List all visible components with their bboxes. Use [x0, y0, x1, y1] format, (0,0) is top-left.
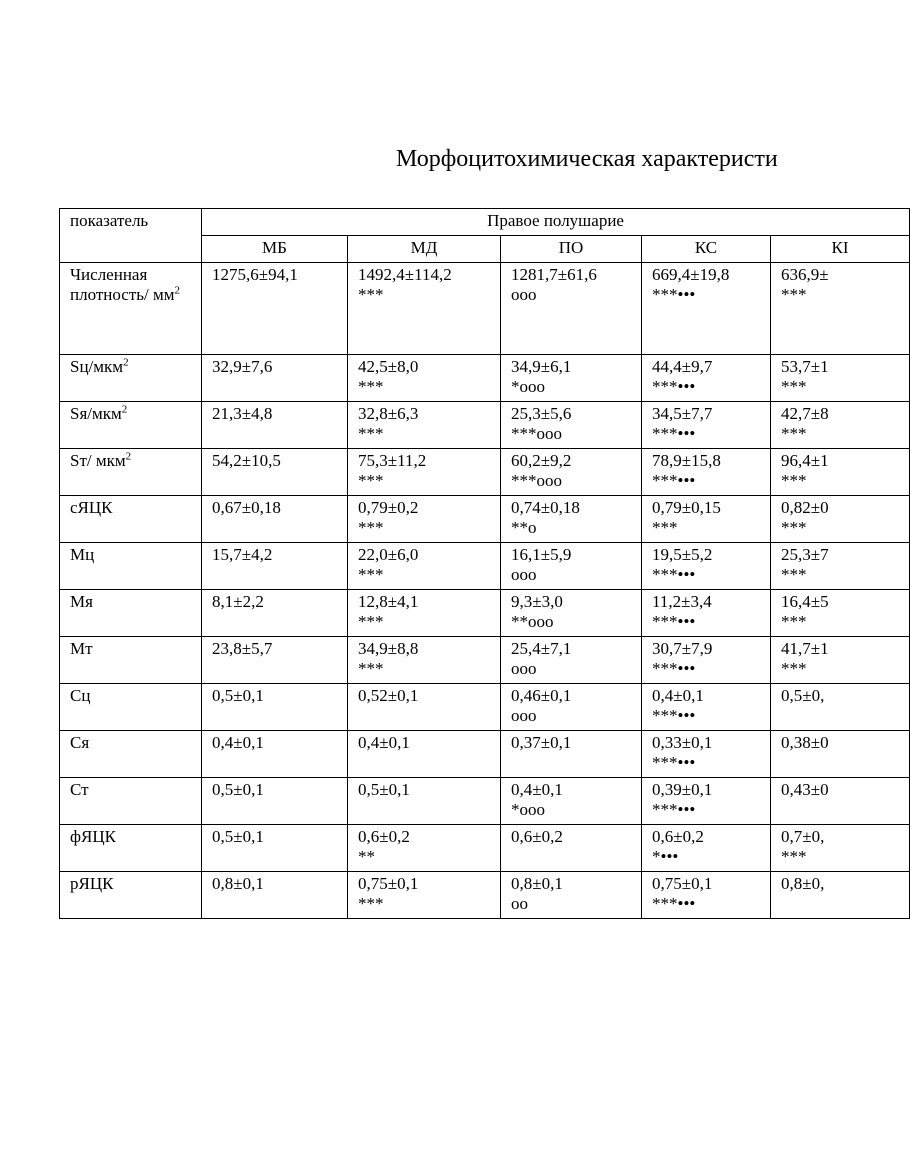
row-label-cell: [60, 637, 202, 684]
cell-value: 0,38±0: [781, 733, 829, 752]
cell-value: 42,5±8,0: [358, 357, 419, 376]
value-cell: [501, 355, 642, 402]
cell-value: 0,43±0: [781, 780, 829, 799]
cell-value: 32,8±6,3: [358, 404, 419, 423]
row-label: рЯЦК: [70, 874, 114, 893]
value-cell: [501, 778, 642, 825]
row-label: Мт: [70, 639, 93, 658]
value-cell: [771, 496, 910, 543]
value-cell: [202, 590, 348, 637]
row-label: Sя/мкм: [70, 404, 122, 423]
table-row: [60, 684, 910, 731]
cell-value: 9,3±3,0: [511, 592, 563, 611]
table-row: [60, 872, 910, 919]
value-cell: [501, 872, 642, 919]
significance-mark: [212, 800, 347, 820]
row-label: Ст: [70, 780, 89, 799]
cell-value: 42,7±8: [781, 404, 829, 423]
significance-mark: ***: [781, 377, 807, 396]
row-label-sup: 2: [174, 284, 181, 297]
value-cell: [348, 637, 501, 684]
cell-value: 0,79±0,2: [358, 498, 419, 517]
value-cell: [501, 263, 642, 355]
cell-value: 0,67±0,18: [212, 498, 281, 517]
value-cell: [348, 778, 501, 825]
significance-mark: ***•••: [652, 565, 696, 584]
cell-value: 78,9±15,8: [652, 451, 721, 470]
cell-value: 23,8±5,7: [212, 639, 273, 658]
significance-mark: ***: [781, 659, 807, 678]
row-label-sup: 2: [125, 450, 132, 463]
table-row: [60, 637, 910, 684]
row-label-cell: [60, 731, 202, 778]
significance-mark: [781, 800, 909, 820]
cell-value: 669,4±19,8: [652, 265, 730, 284]
significance-mark: **: [358, 847, 375, 866]
cell-value: 0,6±0,2: [358, 827, 410, 846]
cell-value: 54,2±10,5: [212, 451, 281, 470]
cell-value: 0,33±0,1: [652, 733, 713, 752]
value-cell: [642, 637, 771, 684]
significance-mark: ***•••: [652, 659, 696, 678]
value-cell: [642, 543, 771, 590]
value-cell: [202, 731, 348, 778]
cell-value: 21,3±4,8: [212, 404, 273, 423]
value-cell: [348, 590, 501, 637]
value-cell: [202, 778, 348, 825]
significance-mark: ***: [358, 565, 384, 584]
significance-mark: [212, 565, 347, 585]
table-row: [60, 496, 910, 543]
value-cell: [771, 731, 910, 778]
cell-value: 15,7±4,2: [212, 545, 273, 564]
value-cell: [771, 402, 910, 449]
significance-mark: **ооо: [511, 612, 554, 631]
cell-value: 0,8±0,1: [511, 874, 563, 893]
significance-mark: *•••: [652, 847, 679, 866]
significance-mark: ***: [781, 471, 807, 490]
significance-mark: [212, 894, 347, 914]
table-body: [60, 263, 910, 919]
cell-value: 636,9±: [781, 265, 829, 284]
significance-mark: [781, 753, 909, 773]
significance-mark: ***: [358, 377, 384, 396]
value-cell: [642, 355, 771, 402]
row-label-cell: [60, 496, 202, 543]
significance-mark: ***•••: [652, 800, 696, 819]
data-table-wrapper: [59, 208, 849, 919]
table-row: [60, 590, 910, 637]
header-col: МД: [348, 236, 501, 263]
cell-value: 1275,6±94,1: [212, 265, 298, 284]
cell-value: 25,4±7,1: [511, 639, 572, 658]
significance-mark: *ооо: [511, 377, 545, 396]
cell-value: 1281,7±61,6: [511, 265, 597, 284]
cell-value: 34,5±7,7: [652, 404, 713, 423]
value-cell: [501, 684, 642, 731]
row-label: сЯЦК: [70, 498, 113, 517]
significance-mark: ооо: [511, 706, 537, 725]
value-cell: [501, 402, 642, 449]
cell-value: 19,5±5,2: [652, 545, 713, 564]
significance-mark: ***•••: [652, 753, 696, 772]
header-row-1: [60, 209, 910, 236]
cell-value: 32,9±7,6: [212, 357, 273, 376]
row-label-cell: [60, 355, 202, 402]
cell-value: 0,4±0,1: [652, 686, 704, 705]
row-label-sup: 2: [121, 403, 128, 416]
significance-mark: ***•••: [652, 377, 696, 396]
significance-mark: [212, 518, 347, 538]
significance-mark: ооо: [511, 659, 537, 678]
table-row: [60, 778, 910, 825]
value-cell: [501, 496, 642, 543]
value-cell: [771, 637, 910, 684]
cell-value: 0,75±0,1: [652, 874, 713, 893]
value-cell: [501, 637, 642, 684]
value-cell: [642, 590, 771, 637]
page-title: Морфоцитохимическая характеристи: [396, 146, 778, 172]
value-cell: [202, 496, 348, 543]
row-label-cell: [60, 590, 202, 637]
value-cell: [642, 872, 771, 919]
row-label: фЯЦК: [70, 827, 116, 846]
significance-mark: [781, 706, 909, 726]
cell-value: 22,0±6,0: [358, 545, 419, 564]
row-label-cell: [60, 872, 202, 919]
value-cell: [202, 684, 348, 731]
header-col: КІ: [771, 236, 910, 263]
value-cell: [202, 543, 348, 590]
cell-value: 0,37±0,1: [511, 733, 572, 752]
cell-value: 34,9±8,8: [358, 639, 419, 658]
value-cell: [642, 778, 771, 825]
significance-mark: ***: [781, 847, 807, 866]
significance-mark: ***ооо: [511, 424, 562, 443]
table-row: [60, 449, 910, 496]
significance-mark: ***: [781, 565, 807, 584]
cell-value: 34,9±6,1: [511, 357, 572, 376]
cell-value: 0,4±0,1: [511, 780, 563, 799]
significance-mark: [212, 377, 347, 397]
row-label: Sц/мкм: [70, 357, 124, 376]
significance-mark: [358, 800, 500, 820]
significance-mark: ооо: [511, 285, 537, 304]
cell-value: 0,74±0,18: [511, 498, 580, 517]
significance-mark: [781, 894, 909, 914]
significance-mark: [358, 753, 500, 773]
significance-mark: ***: [358, 285, 384, 304]
cell-value: 25,3±7: [781, 545, 829, 564]
cell-value: 0,8±0,: [781, 874, 825, 893]
significance-mark: [212, 753, 347, 773]
cell-value: 0,4±0,1: [358, 733, 410, 752]
significance-mark: ***: [358, 612, 384, 631]
table-row: [60, 402, 910, 449]
row-label-cell: [60, 778, 202, 825]
significance-mark: ***: [358, 894, 384, 913]
cell-value: 0,52±0,1: [358, 686, 419, 705]
value-cell: [501, 825, 642, 872]
significance-mark: [212, 285, 347, 305]
significance-mark: [511, 847, 641, 867]
table-row: [60, 263, 910, 355]
value-cell: [348, 355, 501, 402]
significance-mark: ***: [781, 612, 807, 631]
value-cell: [771, 355, 910, 402]
cell-value: 41,7±1: [781, 639, 829, 658]
value-cell: [771, 263, 910, 355]
value-cell: [202, 825, 348, 872]
cell-value: 0,7±0,: [781, 827, 825, 846]
value-cell: [202, 402, 348, 449]
value-cell: [771, 778, 910, 825]
cell-value: 0,4±0,1: [212, 733, 264, 752]
row-label-cell: [60, 543, 202, 590]
cell-value: 12,8±4,1: [358, 592, 419, 611]
value-cell: [348, 449, 501, 496]
significance-mark: [212, 424, 347, 444]
significance-mark: [212, 612, 347, 632]
value-cell: [202, 449, 348, 496]
cell-value: 8,1±2,2: [212, 592, 264, 611]
significance-mark: ***•••: [652, 285, 696, 304]
header-param: показатель: [60, 209, 202, 263]
row-label-cell: [60, 825, 202, 872]
header-col: МБ: [202, 236, 348, 263]
row-label: Мц: [70, 545, 95, 564]
cell-value: 0,82±0: [781, 498, 829, 517]
cell-value: 75,3±11,2: [358, 451, 427, 470]
row-label-cell: [60, 449, 202, 496]
row-label-cell: [60, 402, 202, 449]
row-label: Численная плотность/ мм: [70, 265, 175, 304]
value-cell: [348, 263, 501, 355]
header-group: Правое полушарие: [202, 209, 910, 236]
significance-mark: ***: [358, 659, 384, 678]
cell-value: 30,7±7,9: [652, 639, 713, 658]
value-cell: [348, 872, 501, 919]
significance-mark: [212, 847, 347, 867]
header-col: КС: [642, 236, 771, 263]
cell-value: 44,4±9,7: [652, 357, 713, 376]
cell-value: 0,39±0,1: [652, 780, 713, 799]
significance-mark: ***: [781, 518, 807, 537]
table-row: [60, 355, 910, 402]
value-cell: [348, 825, 501, 872]
cell-value: 60,2±9,2: [511, 451, 572, 470]
significance-mark: [358, 706, 500, 726]
significance-mark: [212, 706, 347, 726]
cell-value: 0,75±0,1: [358, 874, 419, 893]
significance-mark: [212, 659, 347, 679]
significance-mark: **о: [511, 518, 537, 537]
value-cell: [202, 355, 348, 402]
significance-mark: ***•••: [652, 612, 696, 631]
value-cell: [202, 637, 348, 684]
table-row: [60, 825, 910, 872]
value-cell: [642, 684, 771, 731]
value-cell: [348, 684, 501, 731]
cell-value: 0,5±0,1: [212, 780, 264, 799]
cell-value: 11,2±3,4: [652, 592, 712, 611]
row-label-cell: [60, 263, 202, 355]
cell-value: 0,5±0,1: [212, 686, 264, 705]
value-cell: [642, 263, 771, 355]
row-label: Ся: [70, 733, 90, 752]
value-cell: [771, 449, 910, 496]
value-cell: [202, 872, 348, 919]
value-cell: [501, 590, 642, 637]
significance-mark: ооо: [511, 565, 537, 584]
cell-value: 16,4±5: [781, 592, 829, 611]
value-cell: [642, 402, 771, 449]
cell-value: 96,4±1: [781, 451, 829, 470]
row-label: Сц: [70, 686, 91, 705]
cell-value: 0,6±0,2: [652, 827, 704, 846]
value-cell: [501, 731, 642, 778]
cell-value: 16,1±5,9: [511, 545, 572, 564]
significance-mark: [212, 471, 347, 491]
value-cell: [642, 449, 771, 496]
table-row: [60, 731, 910, 778]
value-cell: [348, 731, 501, 778]
value-cell: [642, 496, 771, 543]
value-cell: [348, 543, 501, 590]
value-cell: [771, 825, 910, 872]
value-cell: [501, 449, 642, 496]
value-cell: [771, 590, 910, 637]
value-cell: [771, 543, 910, 590]
header-col: ПО: [501, 236, 642, 263]
value-cell: [771, 872, 910, 919]
significance-mark: ***•••: [652, 471, 696, 490]
data-table: [59, 208, 910, 919]
cell-value: 53,7±1: [781, 357, 829, 376]
cell-value: 0,8±0,1: [212, 874, 264, 893]
cell-value: 0,5±0,1: [212, 827, 264, 846]
cell-value: 0,46±0,1: [511, 686, 572, 705]
row-label: Sт/ мкм: [70, 451, 126, 470]
cell-value: 25,3±5,6: [511, 404, 572, 423]
value-cell: [348, 402, 501, 449]
row-label-cell: [60, 684, 202, 731]
value-cell: [501, 543, 642, 590]
value-cell: [202, 263, 348, 355]
cell-value: 1492,4±114,2: [358, 265, 452, 284]
cell-value: 0,79±0,15: [652, 498, 721, 517]
cell-value: 0,5±0,1: [358, 780, 410, 799]
significance-mark: [511, 753, 641, 773]
significance-mark: ***: [358, 518, 384, 537]
value-cell: [642, 825, 771, 872]
cell-value: 0,6±0,2: [511, 827, 563, 846]
table-row: [60, 543, 910, 590]
significance-mark: ***: [358, 424, 384, 443]
value-cell: [771, 684, 910, 731]
significance-mark: ***: [358, 471, 384, 490]
significance-mark: ***•••: [652, 706, 696, 725]
significance-mark: ***ооо: [511, 471, 562, 490]
significance-mark: ***•••: [652, 424, 696, 443]
significance-mark: ***: [652, 518, 678, 537]
significance-mark: оо: [511, 894, 528, 913]
row-label: Мя: [70, 592, 93, 611]
row-label-sup: 2: [123, 356, 129, 369]
value-cell: [642, 731, 771, 778]
significance-mark: ***: [781, 285, 807, 304]
significance-mark: ***: [781, 424, 807, 443]
significance-mark: *ооо: [511, 800, 545, 819]
value-cell: [348, 496, 501, 543]
cell-value: 0,5±0,: [781, 686, 825, 705]
significance-mark: ***•••: [652, 894, 696, 913]
